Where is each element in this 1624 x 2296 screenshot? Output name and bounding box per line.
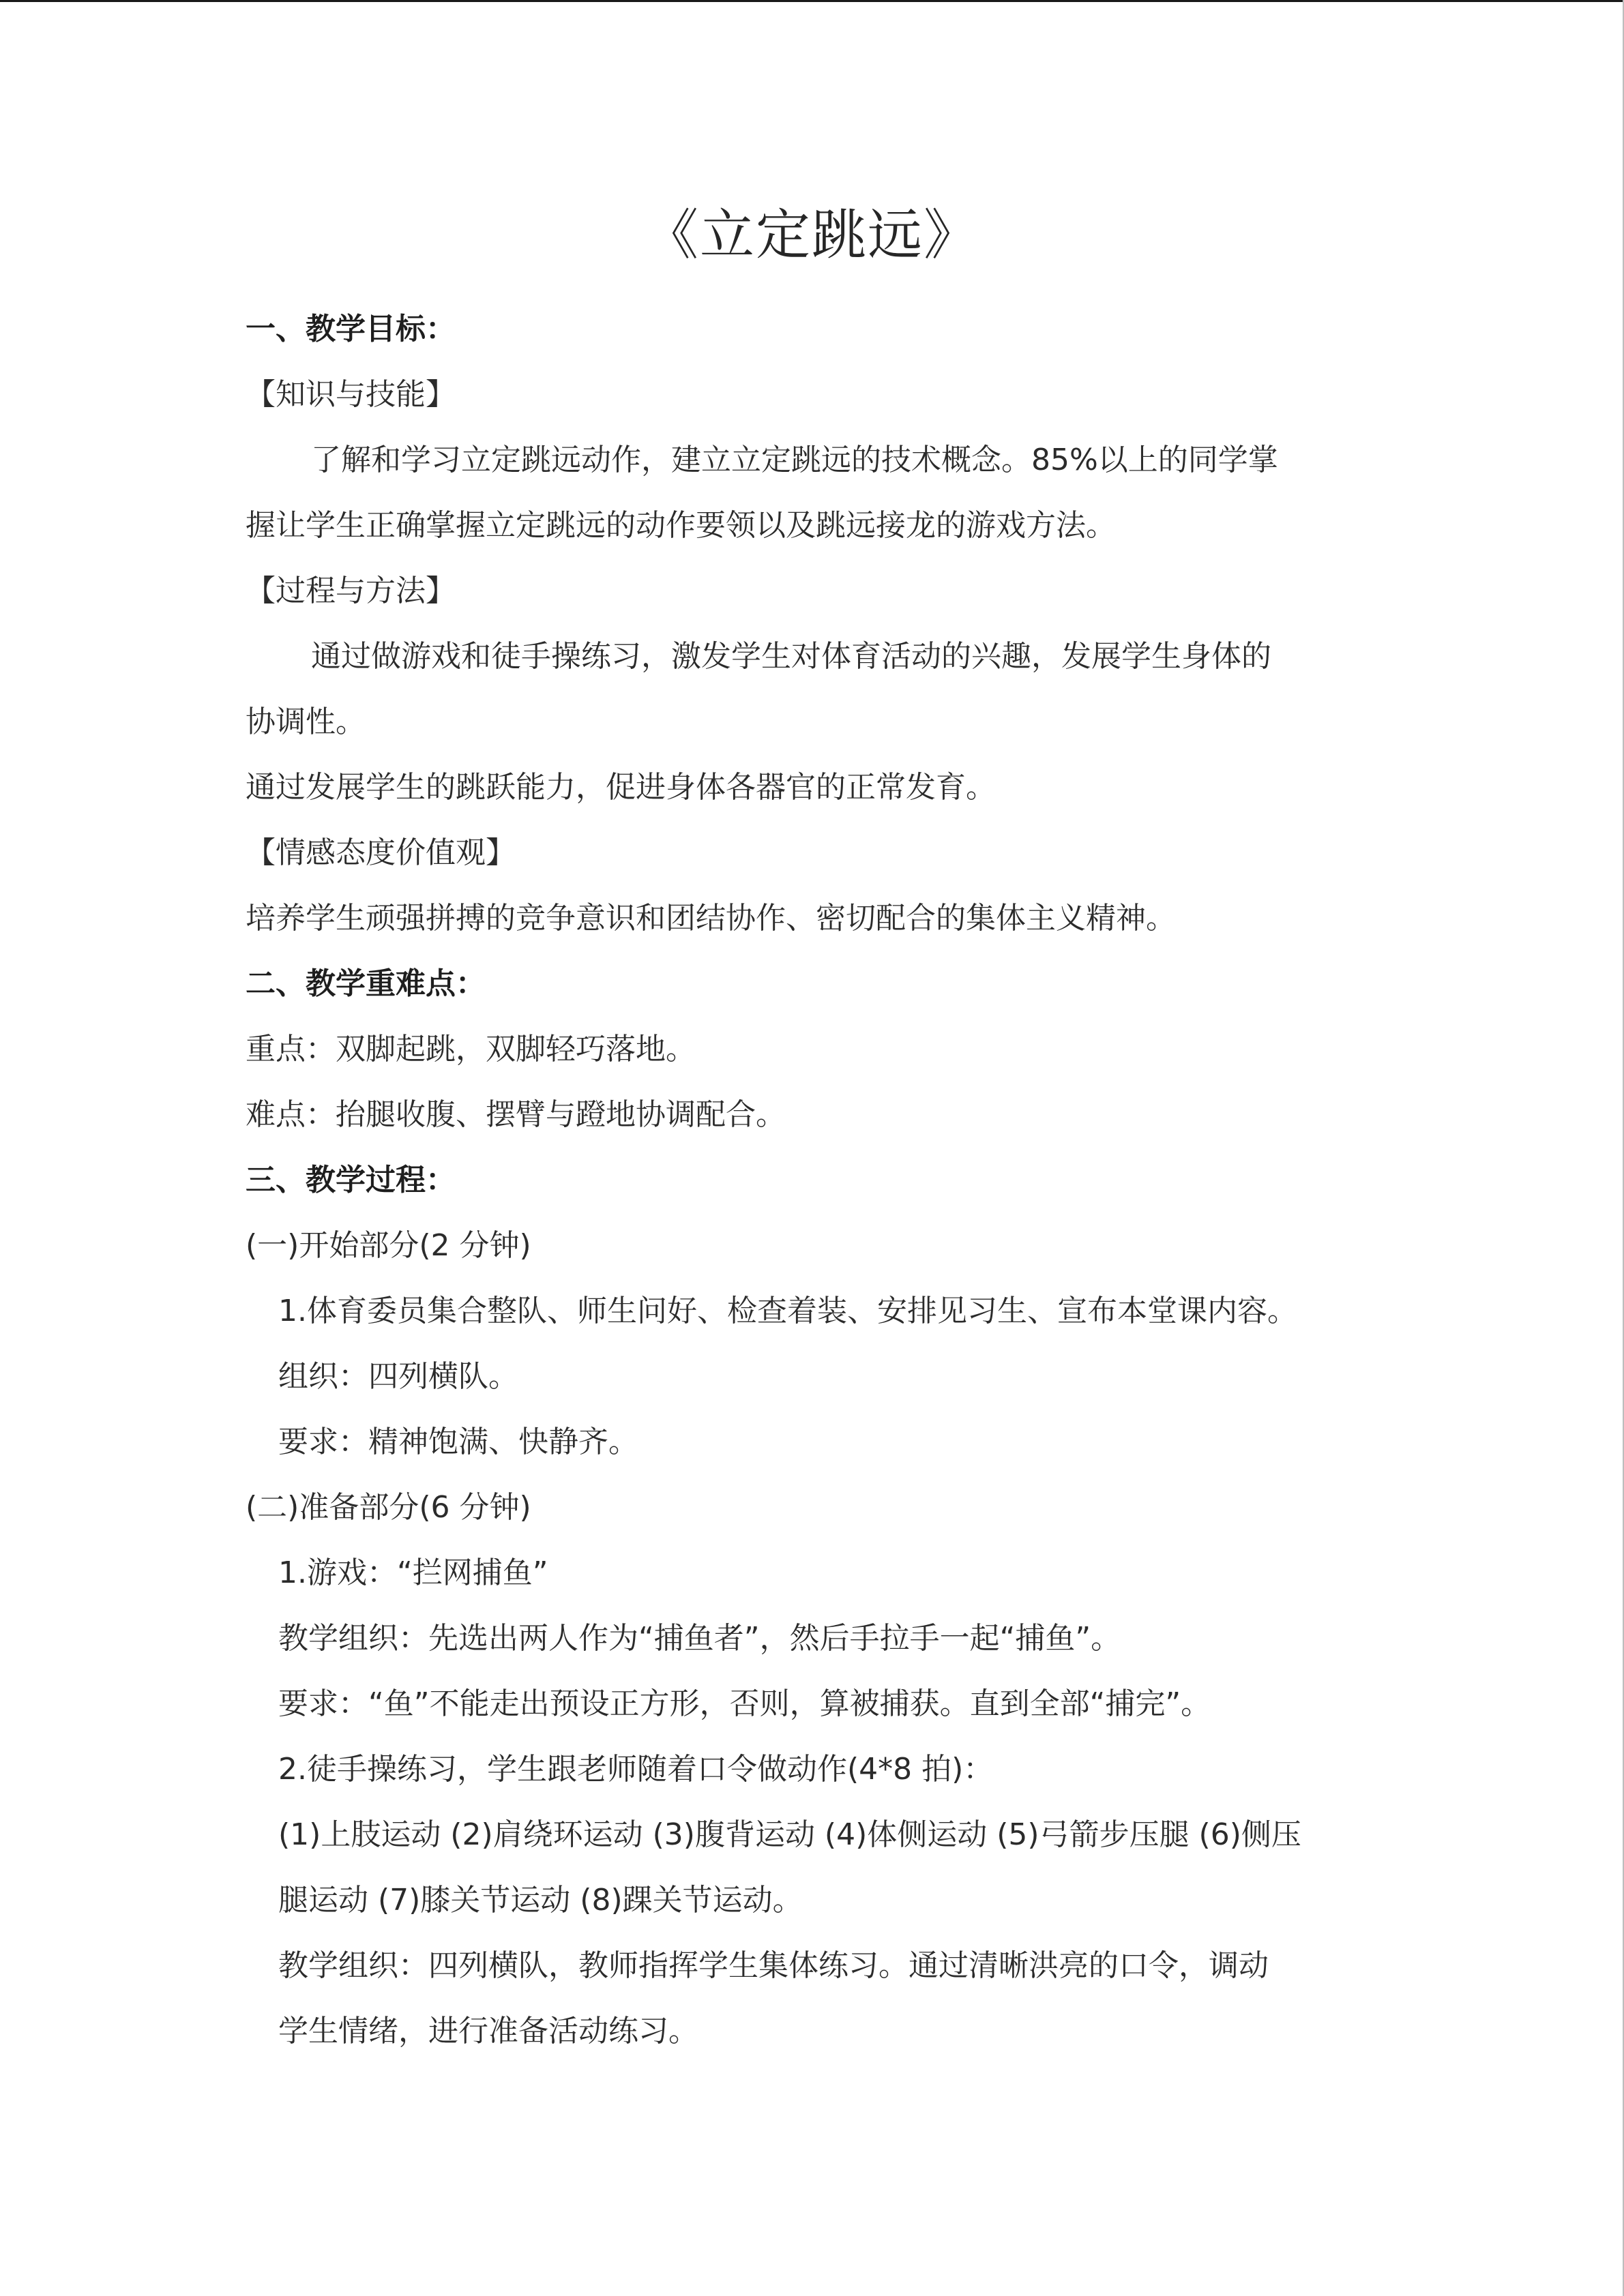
part-two-organization-line-2: 学生情绪，进行准备活动练习。 — [278, 2014, 698, 2048]
part-one-heading: (一)开始部分(2 分钟) — [246, 1228, 531, 1263]
difficult-point: 难点：抬腿收腹、摆臂与蹬地协调配合。 — [246, 1097, 786, 1132]
part-two-game: 1.游戏：“拦网捕鱼” — [278, 1555, 548, 1590]
part-two-organization-line-1: 教学组织：四列横队，教师指挥学生集体练习。通过清晰洪亮的口令，调动 — [278, 1948, 1269, 1983]
paragraph-knowledge-line-1: 了解和学习立定跳远动作，建立立定跳远的技术概念。85%以上的同学掌 — [311, 443, 1278, 477]
part-two-game-organization: 教学组织：先选出两人作为“捕鱼者”，然后手拉手一起“捕鱼”。 — [278, 1621, 1121, 1656]
part-two-game-requirement: 要求：“鱼”不能走出预设正方形，否则，算被捕获。直到全部“捕完”。 — [278, 1686, 1211, 1721]
section-heading-key-points: 二、教学重难点： — [246, 966, 486, 1001]
part-one-requirement: 要求：精神饱满、快静齐。 — [278, 1425, 638, 1459]
subheading-knowledge-skills: 【知识与技能】 — [246, 377, 456, 412]
subheading-emotion-values: 【情感态度价值观】 — [246, 835, 516, 870]
part-one-organization: 组织：四列横队。 — [278, 1359, 518, 1394]
paragraph-process-line-1: 通过做游戏和徒手操练习，激发学生对体育活动的兴趣，发展学生身体的 — [311, 639, 1271, 674]
paragraph-process-line-3: 通过发展学生的跳跃能力，促进身体各器官的正常发育。 — [246, 770, 996, 805]
document-page — [246, 194, 1378, 2064]
subheading-process-methods: 【过程与方法】 — [246, 573, 456, 608]
part-one-item-1: 1.体育委员集合整队、师生问好、检查着装、安排见习生、宣布本堂课内容。 — [278, 1294, 1297, 1328]
document-title: 《立定跳远》 — [644, 203, 979, 267]
key-point: 重点：双脚起跳，双脚轻巧落地。 — [246, 1032, 696, 1067]
paragraph-emotion: 培养学生顽强拼搏的竞争意识和团结协作、密切配合的集体主义精神。 — [246, 901, 1176, 936]
paragraph-knowledge-line-2: 握让学生正确掌握立定跳远的动作要领以及跳远接龙的游戏方法。 — [246, 508, 1116, 543]
part-two-exercise-list-line-1: (1)上肢运动 (2)肩绕环运动 (3)腹背运动 (4)体侧运动 (5)弓箭步压腿 (6)侧压 — [278, 1817, 1301, 1852]
section-heading-objectives: 一、教学目标： — [246, 312, 456, 346]
part-two-exercise: 2.徒手操练习，学生跟老师随着口令做动作(4*8 拍)： — [278, 1752, 994, 1787]
top-border-rule — [0, 0, 1624, 2]
paragraph-process-line-2: 协调性。 — [246, 704, 366, 739]
part-two-heading: (二)准备部分(6 分钟) — [246, 1490, 531, 1525]
section-heading-process: 三、教学过程： — [246, 1163, 456, 1197]
part-two-exercise-list-line-2: 腿运动 (7)膝关节运动 (8)踝关节运动。 — [278, 1883, 803, 1918]
